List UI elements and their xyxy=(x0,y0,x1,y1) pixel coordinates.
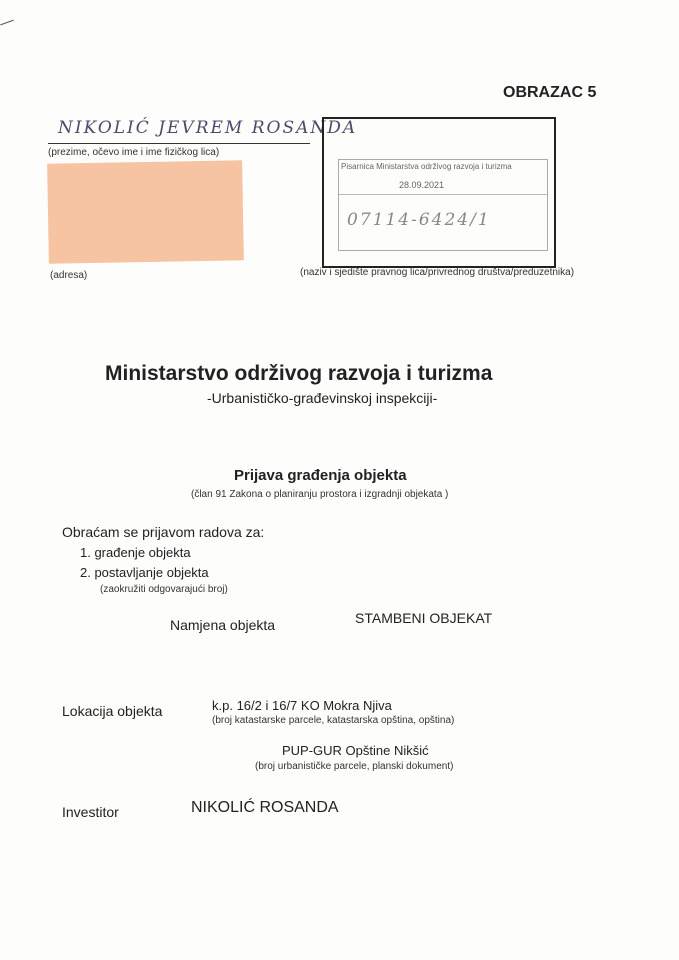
inspection: -Urbanističko-građevinskoj inspekciji- xyxy=(207,390,438,406)
options-note: (zaokružiti odgovarajući broj) xyxy=(100,584,228,595)
plan-caption: (broj urbanističke parcele, planski dokument) xyxy=(255,761,454,772)
intro: Obraćam se prijavom radova za: xyxy=(62,524,265,540)
ministry-title: Ministarstvo održivog razvoja i turizma xyxy=(105,362,493,385)
investor-label: Investitor xyxy=(62,804,119,820)
legal-caption: (naziv i sjedište pravnog lica/privrednog društva/preduzetnika) xyxy=(300,267,575,278)
redaction xyxy=(47,160,244,263)
purpose-label: Namjena objekta xyxy=(170,617,276,633)
stamp-box xyxy=(322,117,556,268)
name-caption: (prezime, očevo ime i ime fizičkog lica) xyxy=(48,147,220,158)
stamp-date: 28.09.2021 xyxy=(399,180,445,190)
document-title: Prijava građenja objekta xyxy=(234,467,407,484)
applicant-name: NIKOLIĆ JEVREM ROSANDA xyxy=(58,118,358,138)
plan-value: PUP-GUR Opštine Nikšić xyxy=(282,743,429,758)
stamp-rule xyxy=(339,194,547,195)
stamp-office: Pisarnica Ministarstva održivog razvoja i turizma xyxy=(341,162,512,171)
form-code: OBRAZAC 5 xyxy=(503,84,597,101)
name-line xyxy=(48,143,310,144)
location-value: k.p. 16/2 i 16/7 KO Mokra Njiva xyxy=(212,698,392,713)
document-subtitle: (član 91 Zakona o planiranju prostora i izgradnji objekata ) xyxy=(191,489,449,500)
option-2: 2. postavljanje objekta xyxy=(80,565,209,580)
investor-value: NIKOLIĆ ROSANDA xyxy=(191,799,339,816)
address-caption: (adresa) xyxy=(50,270,88,281)
purpose-value: STAMBENI OBJEKAT xyxy=(355,610,493,626)
scan-mark xyxy=(0,20,13,26)
stamp-number: 07114-6424/1 xyxy=(347,210,491,230)
location-caption: (broj katastarske parcele, katastarska opština, opština) xyxy=(212,715,455,726)
location-label: Lokacija objekta xyxy=(62,703,163,719)
registry-stamp xyxy=(338,159,548,251)
option-1: 1. građenje objekta xyxy=(80,545,191,560)
